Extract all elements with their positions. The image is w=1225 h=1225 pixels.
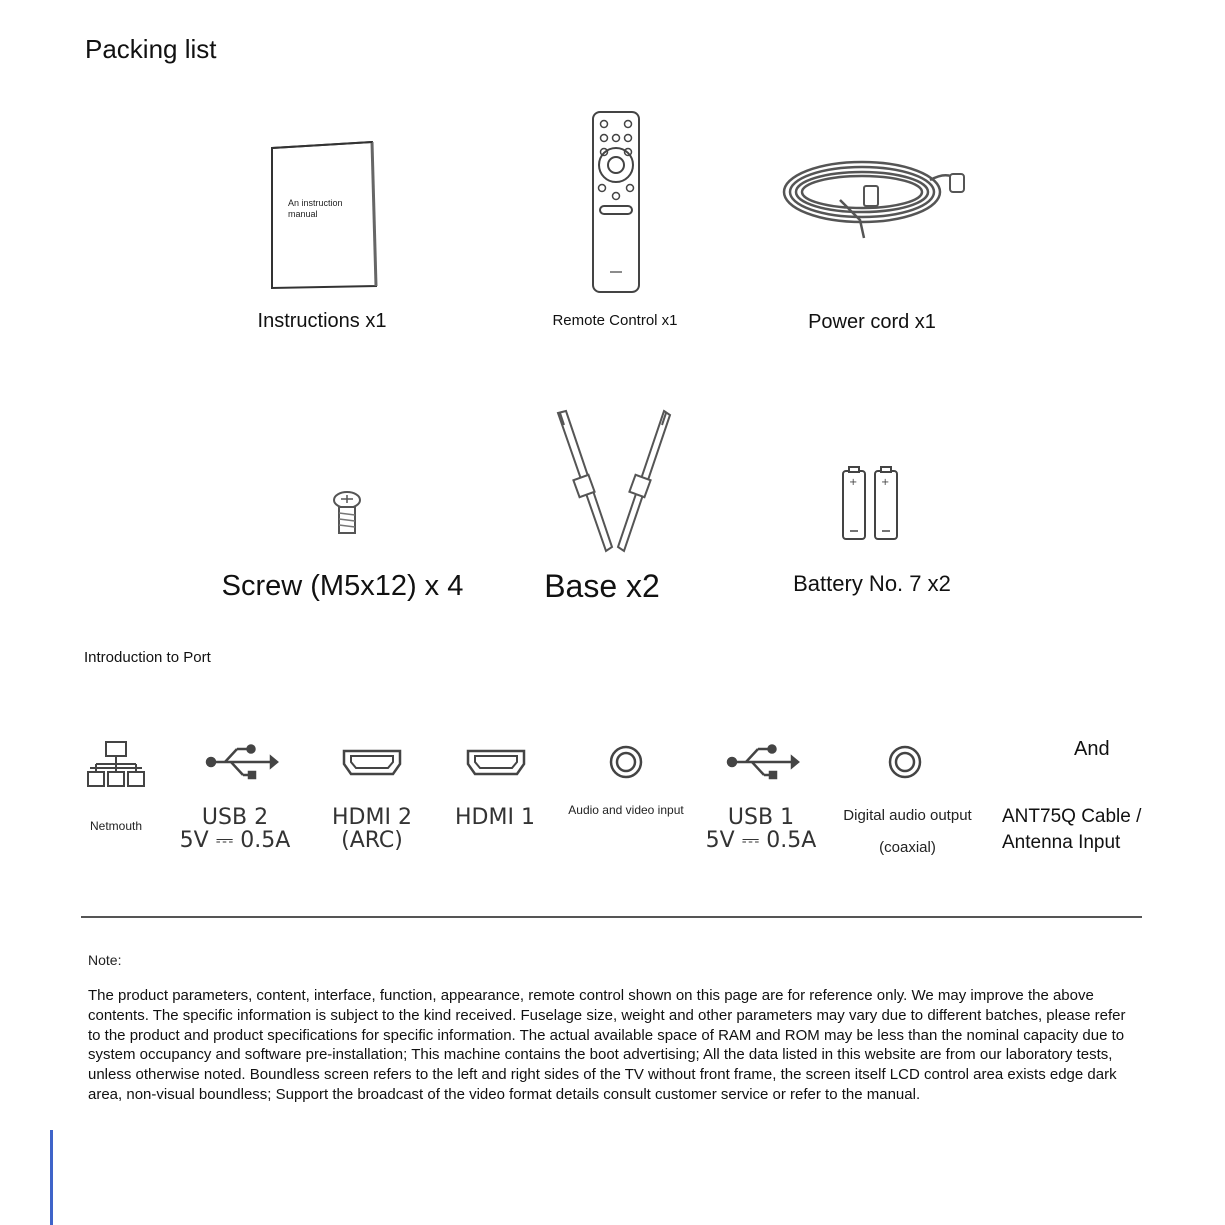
port-label-and: And	[1074, 738, 1110, 760]
item-label-power-cord: Power cord x1	[808, 311, 936, 333]
item-label-battery: Battery No. 7 x2	[793, 571, 951, 596]
usb-icon	[726, 745, 796, 779]
svg-text:+: +	[881, 477, 890, 488]
port-label-hdmi2-line1: HDMI 2	[332, 805, 412, 830]
item-label-screw: Screw (M5x12) x 4	[221, 570, 464, 602]
base-stand-icon	[552, 405, 676, 555]
left-accent-line	[50, 1130, 53, 1225]
svg-text:+: +	[849, 477, 858, 488]
item-label-base: Base x2	[544, 568, 660, 604]
port-label-usb2-line2: 5V ⎓ 0.5A	[179, 828, 291, 853]
note-heading: Note:	[88, 952, 122, 968]
port-label-usb1	[696, 806, 826, 852]
usb-icon	[205, 745, 275, 779]
remote-control-icon	[590, 110, 642, 296]
port-label-digital-audio-line1: Digital audio output	[843, 807, 972, 824]
port-label-usb1-line2: 5V ⎓ 0.5A	[705, 828, 817, 853]
hdmi-icon	[465, 748, 527, 778]
coaxial-jack-icon	[887, 744, 923, 780]
port-label-antenna-line2: Antenna Input	[1002, 832, 1121, 853]
battery-icon	[840, 465, 902, 543]
port-label-hdmi2-line2: (ARC)	[341, 828, 403, 853]
port-label-usb1-line1: USB 1	[727, 805, 795, 830]
page-title: Packing list	[85, 34, 217, 64]
note-text: The product parameters, content, interface, function, appearance, remote control shown on this page are for reference only. We may improve the above contents. The specific information is subject to the kind received. Fuselage size, weight and other parameters may vary due to different batches, please refer to the product and product specifications for specific information. The actual available space of RAM and ROM may be less than the nominal capacity due to system occupancy and software pre-installation; This machine contains the boot advertising; All the data listed in this website are from our laboratory tests, unless otherwise noted. Boundless screen refers to the left and right sides of the TV without front frame, the screen itself LCD control area exists edge dark area, non-visual boundless; Support the broadcast of the video format details consult customer service or refer to the manual.	[88, 987, 1126, 1103]
port-label-hdmi2	[307, 806, 437, 852]
booklet-text: An instruction manual	[288, 198, 343, 219]
hdmi-icon	[341, 748, 403, 778]
section-divider	[81, 916, 1142, 918]
port-label-usb2	[170, 806, 300, 852]
port-label-digital-audio-line2: (coaxial)	[879, 839, 936, 856]
item-label-remote: Remote Control x1	[552, 312, 678, 329]
ports-heading: Introduction to Port	[84, 649, 211, 666]
av-jack-icon	[608, 744, 644, 780]
port-label-av-input: Audio and video input	[568, 803, 684, 817]
port-label-digital-audio	[830, 800, 985, 864]
screw-icon	[331, 490, 363, 536]
power-cord-icon	[780, 150, 970, 245]
port-label-netmouth: Netmouth	[89, 819, 143, 833]
port-label-usb2-line1: USB 2	[201, 805, 269, 830]
port-label-antenna	[1002, 804, 1202, 856]
port-label-antenna-line1: ANT75Q Cable /	[1002, 806, 1142, 827]
item-label-instructions: Instructions x1	[257, 310, 387, 332]
port-label-hdmi1: HDMI 1	[455, 805, 535, 830]
network-port-icon	[86, 740, 146, 788]
